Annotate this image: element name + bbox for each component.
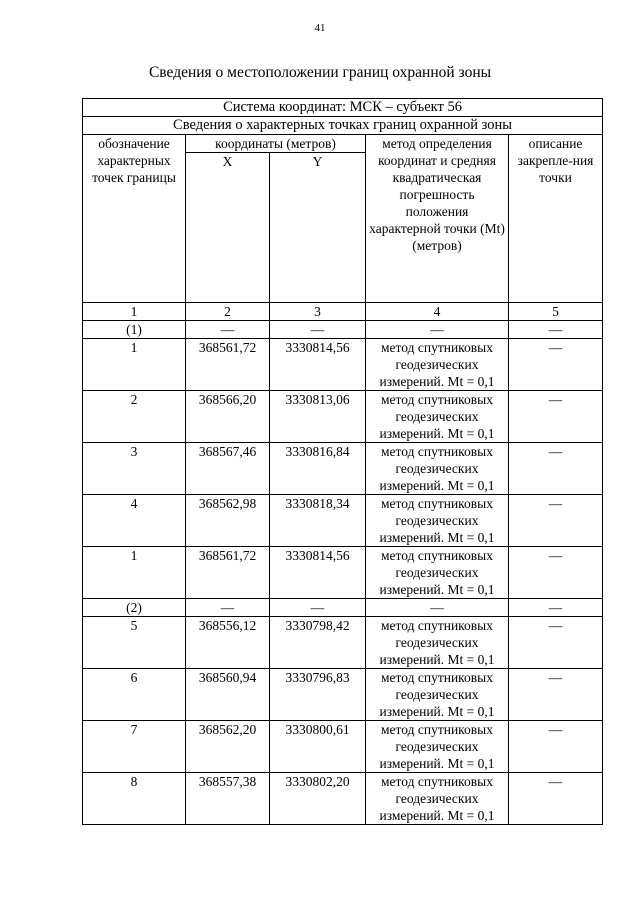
method-cell: метод спутниковых геодезических измерений. Mt = 0,1 — [366, 547, 509, 599]
x-coordinate: 368556,12 — [186, 617, 270, 669]
boundary-points-table — [82, 98, 603, 825]
column-number: 1 — [83, 303, 186, 321]
y-coordinate: 3330802,20 — [270, 773, 366, 825]
table-row — [83, 617, 603, 669]
point-number: 4 — [83, 495, 186, 547]
x-header: X — [186, 153, 270, 303]
dash-cell: — — [366, 599, 509, 617]
table-row — [83, 339, 603, 391]
description-cell: — — [509, 669, 603, 721]
y-coordinate: 3330798,42 — [270, 617, 366, 669]
table-row — [83, 721, 603, 773]
point-number: 7 — [83, 721, 186, 773]
group-row — [83, 321, 603, 339]
description-cell: — — [509, 773, 603, 825]
page-number: 41 — [314, 22, 326, 34]
group-label: (1) — [83, 321, 186, 339]
point-number: 3 — [83, 443, 186, 495]
y-coordinate: 3330800,61 — [270, 721, 366, 773]
dash-cell: — — [186, 321, 270, 339]
x-coordinate: 368566,20 — [186, 391, 270, 443]
column-number: 4 — [366, 303, 509, 321]
method-cell: метод спутниковых геодезических измерений. Mt = 0,1 — [366, 773, 509, 825]
coordinate-system-header: Система координат: МСК – субъект 56 — [83, 99, 603, 117]
dash-cell: — — [270, 599, 366, 617]
coordinates-header: координаты (метров) — [186, 135, 366, 153]
point-number: 2 — [83, 391, 186, 443]
method-cell: метод спутниковых геодезических измерений. Mt = 0,1 — [366, 339, 509, 391]
x-coordinate: 368557,38 — [186, 773, 270, 825]
y-coordinate: 3330816,84 — [270, 443, 366, 495]
group-label: (2) — [83, 599, 186, 617]
description-cell: — — [509, 391, 603, 443]
point-number: 8 — [83, 773, 186, 825]
document-title: Сведения о местоположении границ охранной зоны — [148, 64, 492, 81]
table-row — [83, 391, 603, 443]
description-cell: — — [509, 495, 603, 547]
point-number: 1 — [83, 339, 186, 391]
y-header: Y — [270, 153, 366, 303]
x-coordinate: 368562,20 — [186, 721, 270, 773]
description-cell: — — [509, 721, 603, 773]
column-number: 2 — [186, 303, 270, 321]
dash-cell: — — [366, 321, 509, 339]
method-cell: метод спутниковых геодезических измерений. Mt = 0,1 — [366, 495, 509, 547]
method-cell: метод спутниковых геодезических измерений. Mt = 0,1 — [366, 617, 509, 669]
y-coordinate: 3330814,56 — [270, 339, 366, 391]
dash-cell: — — [509, 321, 603, 339]
group-row — [83, 599, 603, 617]
method-cell: метод спутниковых геодезических измерений. Mt = 0,1 — [366, 443, 509, 495]
section-header: Сведения о характерных точках границ охранной зоны — [83, 117, 603, 135]
x-coordinate: 368560,94 — [186, 669, 270, 721]
description-cell: — — [509, 339, 603, 391]
method-header: метод определения координат и средняя квадратическая погрешность положения характерной точки (Mt) (метров) — [366, 135, 509, 303]
x-coordinate: 368561,72 — [186, 339, 270, 391]
table-row — [83, 547, 603, 599]
table-row — [83, 443, 603, 495]
dash-cell: — — [509, 599, 603, 617]
y-coordinate: 3330813,06 — [270, 391, 366, 443]
x-coordinate: 368567,46 — [186, 443, 270, 495]
description-header: описание закрепле-ния точки — [509, 135, 603, 303]
method-cell: метод спутниковых геодезических измерений. Mt = 0,1 — [366, 391, 509, 443]
y-coordinate: 3330814,56 — [270, 547, 366, 599]
table-row — [83, 669, 603, 721]
description-cell: — — [509, 617, 603, 669]
point-number: 1 — [83, 547, 186, 599]
table-row — [83, 495, 603, 547]
method-cell: метод спутниковых геодезических измерений. Mt = 0,1 — [366, 721, 509, 773]
point-number: 6 — [83, 669, 186, 721]
dash-cell: — — [186, 599, 270, 617]
column-number: 3 — [270, 303, 366, 321]
x-coordinate: 368562,98 — [186, 495, 270, 547]
method-cell: метод спутниковых геодезических измерений. Mt = 0,1 — [366, 669, 509, 721]
dash-cell: — — [270, 321, 366, 339]
description-cell: — — [509, 547, 603, 599]
y-coordinate: 3330796,83 — [270, 669, 366, 721]
y-coordinate: 3330818,34 — [270, 495, 366, 547]
designation-header: обозначение характерных точек границы — [83, 135, 186, 303]
x-coordinate: 368561,72 — [186, 547, 270, 599]
point-number: 5 — [83, 617, 186, 669]
column-number: 5 — [509, 303, 603, 321]
table-row — [83, 773, 603, 825]
description-cell: — — [509, 443, 603, 495]
